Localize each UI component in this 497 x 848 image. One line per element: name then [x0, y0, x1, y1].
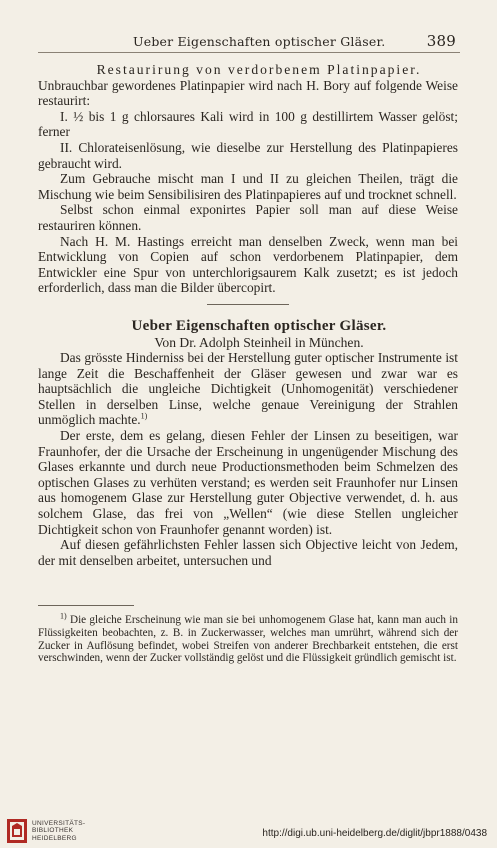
paragraph: Der erste, dem es gelang, diesen Fehler der Linsen zu beseitigen, war Fraunhofer, der die Ursache der Erscheinung in ungenügender Mischung des Glases erkannte und durch neue Productionsmethoden beim Schmelzen des optischen Glases zu verhüten verstand; es werden seit Fraunhofer nur Linsen aus homogenem Glase zur Herstellung guter Objective verwendet, d. h. aus solchem Glase, das frei von „Wellen“ (wie diese Stellen ungleicher Dichtigkeit schon von Fraunhofer genannt worden) ist.	[38, 428, 458, 537]
paragraph: II. Chlorateisenlösung, wie dieselbe zur Herstellung des Platinpapieres gebraucht wird.	[38, 139, 458, 171]
paragraph	[38, 350, 458, 428]
footnote-rule	[38, 605, 134, 606]
section-separator	[207, 304, 289, 305]
main-text	[38, 62, 458, 568]
permalink-url[interactable]: http://digi.ub.uni-heidelberg.de/diglit/jbpr1888/0438	[262, 828, 487, 839]
paragraph: Nach H. M. Hastings erreicht man denselben Zweck, wenn man bei Entwicklung von Copien auf schon verdorbenem Platinpapier, dem Entwickler eine Spur von unterchlorigsaurem Kalk zusetzt; es ist jedoch erforderlich, dass man die Bilder übercopirt.	[38, 233, 458, 296]
paragraph: Unbrauchbar gewordenes Platinpapier wird nach H. Bory auf folgende Weise restaurirt:	[38, 77, 458, 109]
paragraph: I. ½ bis 1 g chlorsaures Kali wird in 100 g destillirtem Wasser gelöst; ferner	[38, 108, 458, 140]
page-number: 389	[426, 32, 456, 50]
footnote	[38, 611, 458, 665]
article-title: Ueber Eigenschaften optischer Gläser.	[131, 317, 387, 334]
section-heading-restaurirung: Restaurirung von verdorbenem Platinpapier.	[96, 62, 422, 77]
header-rule	[38, 52, 460, 53]
footnote-text: Die gleiche Erscheinung wie man sie bei unhomogenem Glase hat, kann man auch in Flüssigkeiten beobachten, z. B. in Zuckerwasser, welches man umrührt, während sich der Zucker in Auflösung befindet, wobei Streifen von anderer Brechbarkeit entstehen, die erst verschwinden, wenn der Zucker vollständig gelöst und die Flüssigkeit gründlich gemischt ist.	[38, 614, 458, 665]
footnote-ref[interactable]: 1)	[140, 412, 148, 421]
digitization-footer	[0, 808, 497, 848]
university-library-seal-icon	[6, 818, 28, 844]
footnote-paragraph	[38, 611, 458, 665]
running-title: Ueber Eigenschaften optischer Gläser.	[133, 34, 386, 49]
paragraph: Selbst schon einmal exponirtes Papier soll man auf diese Weise restauriren können.	[38, 202, 458, 233]
article-byline: Von Dr. Adolph Steinheil in München.	[154, 334, 364, 350]
library-name: UNIVERSITÄTS- BIBLIOTHEK HEIDELBERG	[32, 820, 86, 842]
paragraph: Zum Gebrauche mischt man I und II zu gleichen Theilen, trägt die Mischung wie beim Sensibilisiren des Platinpapieres auf und trocknet schnell.	[38, 171, 458, 202]
paragraph-text: Das grösste Hinderniss bei der Herstellung guter optischer Instrumente ist lange Zeit die Beschaffenheit der Gläser gewesen und zwar war es hauptsächlich die ungleiche Dichtigkeit (Unhomogenität) verschiedener Stellen in derselben Linse, welche genaue Vereinigung der Strahlen unmöglich machte.	[38, 350, 458, 428]
footnote-marker: 1)	[60, 611, 67, 621]
paragraph: Auf diesen gefährlichsten Fehler lassen sich Objective leicht von Jedem, der mit denselben arbeitet, untersuchen und	[38, 537, 458, 568]
